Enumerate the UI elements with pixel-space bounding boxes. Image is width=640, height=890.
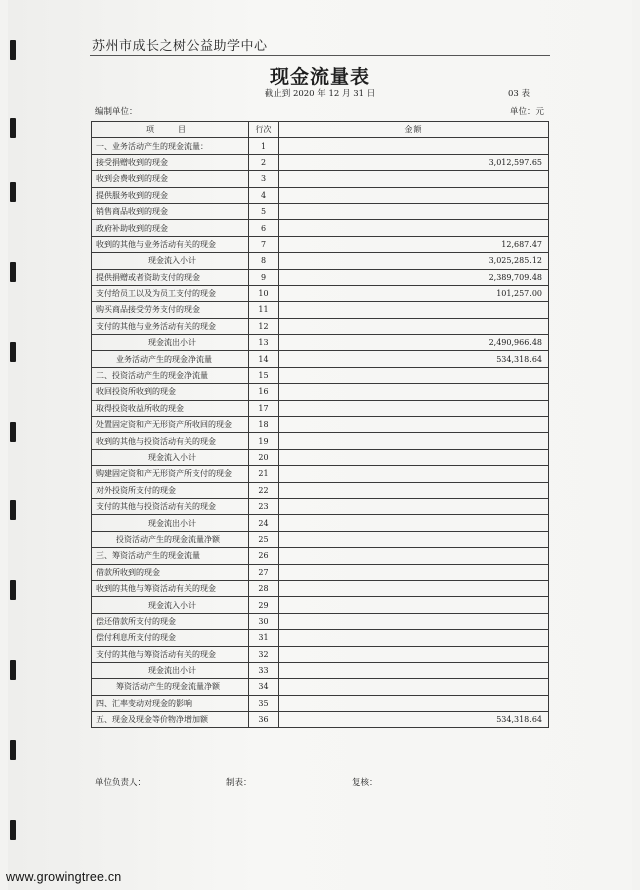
row-amount [279, 531, 549, 547]
row-amount: 3,025,285.12 [279, 253, 549, 269]
row-amount: 534,318.64 [279, 351, 549, 367]
table-row [92, 531, 549, 547]
row-amount [279, 695, 549, 711]
row-item-label: 支付的其他与筹资活动有关的现金 [92, 646, 249, 662]
row-amount [279, 482, 549, 498]
row-amount [279, 318, 549, 334]
report-date: 截止到 2020 年 12 月 31 日 [264, 89, 376, 99]
row-amount: 3,012,597.65 [279, 154, 549, 170]
row-item-label: 四、汇率变动对现金的影响 [92, 695, 249, 711]
table-row [92, 253, 549, 269]
table-row [92, 236, 549, 252]
punch-hole [10, 422, 16, 442]
organization-name: 苏州市成长之树公益助学中心 [92, 39, 268, 54]
row-item-label: 提供服务收到的现金 [92, 187, 249, 203]
punch-hole [10, 740, 16, 760]
row-item-label: 支付的其他与业务活动有关的现金 [92, 318, 249, 334]
row-line-no: 12 [249, 318, 279, 334]
table-row [92, 466, 549, 482]
table-row [92, 318, 549, 334]
row-item-label: 收到的其他与筹资活动有关的现金 [92, 580, 249, 596]
table-row [92, 712, 549, 728]
row-item-label: 现金流入小计 [92, 449, 249, 465]
row-item-label: 三、筹资活动产生的现金流量 [92, 548, 249, 564]
row-amount: 2,389,709.48 [279, 269, 549, 285]
header-rule [90, 55, 550, 56]
row-line-no: 23 [249, 498, 279, 514]
header-line-no: 行次 [249, 122, 279, 138]
table-row [92, 498, 549, 514]
table-row [92, 433, 549, 449]
table-row [92, 679, 549, 695]
row-line-no: 25 [249, 531, 279, 547]
row-item-label: 二、投资活动产生的现金净流量 [92, 367, 249, 383]
table-row [92, 335, 549, 351]
row-item-label: 收到的其他与投资活动有关的现金 [92, 433, 249, 449]
currency-unit-label: 单位：元 [510, 107, 545, 117]
row-item-label: 现金流入小计 [92, 597, 249, 613]
row-item-label: 借款所收到的现金 [92, 564, 249, 580]
row-item-label: 接受捐赠收到的现金 [92, 154, 249, 170]
header-item: 项 目 [92, 122, 249, 138]
row-line-no: 30 [249, 613, 279, 629]
row-amount [279, 466, 549, 482]
row-line-no: 8 [249, 253, 279, 269]
row-line-no: 3 [249, 171, 279, 187]
table-row [92, 285, 549, 301]
table-row [92, 171, 549, 187]
row-line-no: 14 [249, 351, 279, 367]
row-line-no: 16 [249, 384, 279, 400]
row-item-label: 现金流出小计 [92, 515, 249, 531]
row-item-label: 政府补助收到的现金 [92, 220, 249, 236]
row-amount [279, 498, 549, 514]
row-line-no: 24 [249, 515, 279, 531]
punch-hole [10, 500, 16, 520]
row-amount [279, 417, 549, 433]
table-row [92, 154, 549, 170]
footer-head-label: 单位负责人： [95, 778, 147, 788]
row-amount [279, 646, 549, 662]
table-row [92, 220, 549, 236]
row-item-label: 支付给员工以及为员工支付的现金 [92, 285, 249, 301]
row-line-no: 20 [249, 449, 279, 465]
row-line-no: 15 [249, 367, 279, 383]
table-row [92, 662, 549, 678]
watermark: www.growingtree.cn [6, 870, 122, 884]
row-amount [279, 548, 549, 564]
row-item-label: 收到会费收到的现金 [92, 171, 249, 187]
table-row [92, 646, 549, 662]
cash-flow-table [91, 121, 549, 728]
punch-hole [10, 118, 16, 138]
row-line-no: 36 [249, 712, 279, 728]
row-item-label: 筹资活动产生的现金流量净额 [92, 679, 249, 695]
row-amount [279, 679, 549, 695]
table-row [92, 400, 549, 416]
punch-hole [10, 580, 16, 600]
form-number: 03 表 [508, 89, 531, 99]
row-item-label: 现金流出小计 [92, 335, 249, 351]
row-line-no: 32 [249, 646, 279, 662]
table-row [92, 384, 549, 400]
table-row [92, 613, 549, 629]
punch-hole [10, 40, 16, 60]
row-item-label: 取得投资收益所收的现金 [92, 400, 249, 416]
row-item-label: 对外投资所支付的现金 [92, 482, 249, 498]
table-row [92, 515, 549, 531]
row-amount: 101,257.00 [279, 285, 549, 301]
header-amount: 金额 [279, 122, 549, 138]
table-row [92, 138, 549, 154]
row-line-no: 17 [249, 400, 279, 416]
row-line-no: 2 [249, 154, 279, 170]
row-line-no: 19 [249, 433, 279, 449]
row-item-label: 收到的其他与业务活动有关的现金 [92, 236, 249, 252]
row-amount: 534,318.64 [279, 712, 549, 728]
table-row [92, 269, 549, 285]
row-item-label: 一、业务活动产生的现金流量： [92, 138, 249, 154]
table-row [92, 417, 549, 433]
row-line-no: 34 [249, 679, 279, 695]
row-amount: 12,687.47 [279, 236, 549, 252]
table-row [92, 187, 549, 203]
row-item-label: 现金流入小计 [92, 253, 249, 269]
table-row [92, 449, 549, 465]
punch-hole [10, 262, 16, 282]
row-amount [279, 138, 549, 154]
table-row [92, 580, 549, 596]
row-line-no: 26 [249, 548, 279, 564]
row-amount [279, 187, 549, 203]
row-line-no: 7 [249, 236, 279, 252]
report-title: 现金流量表 [269, 66, 370, 88]
row-item-label: 五、现金及现金等价物净增加额 [92, 712, 249, 728]
row-amount [279, 302, 549, 318]
row-amount [279, 597, 549, 613]
row-line-no: 35 [249, 695, 279, 711]
table-row [92, 203, 549, 219]
row-amount [279, 564, 549, 580]
row-amount [279, 515, 549, 531]
punch-hole [10, 182, 16, 202]
prepared-by-label: 编制单位： [95, 107, 138, 117]
table-row [92, 548, 549, 564]
table-row [92, 367, 549, 383]
row-item-label: 现金流出小计 [92, 662, 249, 678]
punch-hole [10, 342, 16, 362]
row-line-no: 29 [249, 597, 279, 613]
table-row [92, 351, 549, 367]
row-line-no: 28 [249, 580, 279, 596]
table-row [92, 695, 549, 711]
row-amount [279, 203, 549, 219]
table-row [92, 597, 549, 613]
row-line-no: 5 [249, 203, 279, 219]
table-row [92, 564, 549, 580]
row-item-label: 处置固定资和产无形资产所收回的现金 [92, 417, 249, 433]
row-item-label: 购买商品接受劳务支付的现金 [92, 302, 249, 318]
table-row [92, 302, 549, 318]
row-item-label: 偿还借款所支付的现金 [92, 613, 249, 629]
row-item-label: 收回投资所收到的现金 [92, 384, 249, 400]
row-amount [279, 384, 549, 400]
row-amount [279, 630, 549, 646]
row-line-no: 33 [249, 662, 279, 678]
row-amount [279, 613, 549, 629]
row-line-no: 13 [249, 335, 279, 351]
row-amount [279, 220, 549, 236]
row-amount [279, 662, 549, 678]
table-header-row [92, 122, 549, 138]
row-line-no: 10 [249, 285, 279, 301]
row-line-no: 1 [249, 138, 279, 154]
row-amount [279, 433, 549, 449]
punch-hole [10, 660, 16, 680]
row-line-no: 11 [249, 302, 279, 318]
row-line-no: 21 [249, 466, 279, 482]
row-amount [279, 171, 549, 187]
row-line-no: 18 [249, 417, 279, 433]
row-amount [279, 449, 549, 465]
punch-hole [10, 820, 16, 840]
row-item-label: 投资活动产生的现金流量净额 [92, 531, 249, 547]
row-amount [279, 400, 549, 416]
row-line-no: 4 [249, 187, 279, 203]
row-line-no: 9 [249, 269, 279, 285]
row-line-no: 31 [249, 630, 279, 646]
row-line-no: 27 [249, 564, 279, 580]
row-amount [279, 580, 549, 596]
footer-reviewer-label: 复核： [352, 778, 378, 788]
row-amount [279, 367, 549, 383]
row-amount: 2,490,966.48 [279, 335, 549, 351]
row-item-label: 销售商品收到的现金 [92, 203, 249, 219]
row-line-no: 22 [249, 482, 279, 498]
row-item-label: 提供捐赠或者资助支付的现金 [92, 269, 249, 285]
table-row [92, 630, 549, 646]
row-item-label: 偿付利息所支付的现金 [92, 630, 249, 646]
row-line-no: 6 [249, 220, 279, 236]
row-item-label: 业务活动产生的现金净流量 [92, 351, 249, 367]
row-item-label: 购建固定资和产无形资产所支付的现金 [92, 466, 249, 482]
row-item-label: 支付的其他与投资活动有关的现金 [92, 498, 249, 514]
footer-preparer-label: 制表： [226, 778, 252, 788]
table-row [92, 482, 549, 498]
